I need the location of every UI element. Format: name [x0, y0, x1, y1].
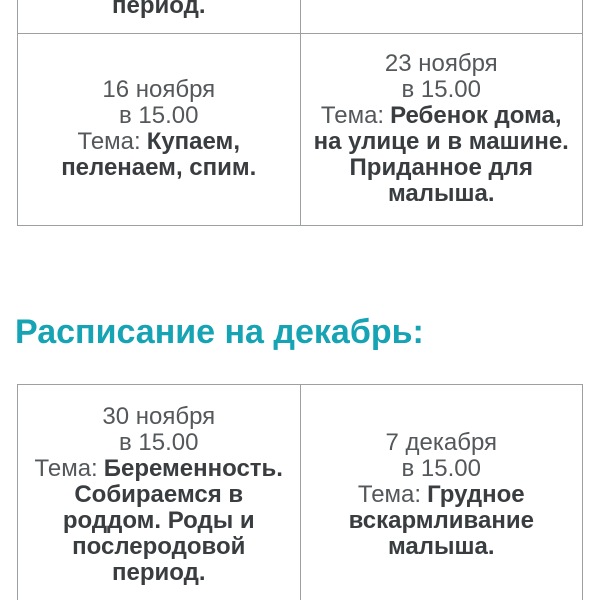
session-cell-nov-30: [18, 384, 301, 600]
topic-text-line: Беременность.: [103, 455, 283, 482]
november-schedule-table: [17, 0, 583, 226]
topic-text-line: Купаем,: [146, 128, 240, 155]
topic-label: Тема:: [357, 481, 422, 508]
session-topic-first-line: [28, 129, 290, 155]
topic-text-line: на улице и в машине.: [313, 128, 569, 155]
session-date: 23 ноября: [384, 50, 498, 77]
topic-text-line: малыша.: [387, 533, 495, 560]
topic-text-line: вскармливание: [348, 507, 534, 534]
session-time: в 15.00: [401, 455, 481, 482]
november-sessions-row: [18, 33, 583, 225]
cutoff-topic-text: период.: [111, 0, 206, 19]
topic-text-line: малыша.: [387, 180, 495, 207]
topic-text-line: роддом. Роды и: [62, 507, 255, 534]
session-topic-first-line: [28, 456, 290, 482]
cutoff-cell-right: [300, 0, 583, 33]
topic-label: Тема:: [34, 455, 98, 482]
topic-text-line: послеродовой: [72, 533, 246, 560]
topic-text-line: пеленаем, спим.: [61, 154, 257, 181]
topic-label: Тема:: [77, 128, 141, 155]
topic-text-line: Ребенок дома,: [390, 102, 562, 129]
december-schedule-table: [17, 384, 583, 600]
session-topic-first-line: [311, 482, 573, 508]
session-date: 7 декабря: [385, 429, 498, 456]
topic-text-line: Грудное: [427, 481, 525, 508]
session-time: в 15.00: [401, 76, 481, 103]
session-cell-dec-7: [300, 384, 583, 600]
december-heading: Расписание на декабрь:: [15, 312, 424, 351]
topic-text-line: период.: [111, 559, 206, 586]
session-date: 30 ноября: [102, 403, 216, 430]
december-sessions-row: [18, 384, 583, 600]
session-topic-first-line: [311, 103, 573, 129]
session-cell-nov-16: [18, 33, 301, 225]
topic-label: Тема:: [320, 102, 385, 129]
topic-text-line: Собираемся в: [74, 481, 244, 508]
session-cell-nov-23: [300, 33, 583, 225]
topic-text-line: Приданное для: [349, 154, 533, 181]
session-date: 16 ноября: [102, 76, 216, 103]
session-time: в 15.00: [119, 429, 199, 456]
session-time: в 15.00: [119, 102, 199, 129]
cutoff-cell-left: [18, 0, 301, 33]
cutoff-table-row: [18, 0, 583, 33]
